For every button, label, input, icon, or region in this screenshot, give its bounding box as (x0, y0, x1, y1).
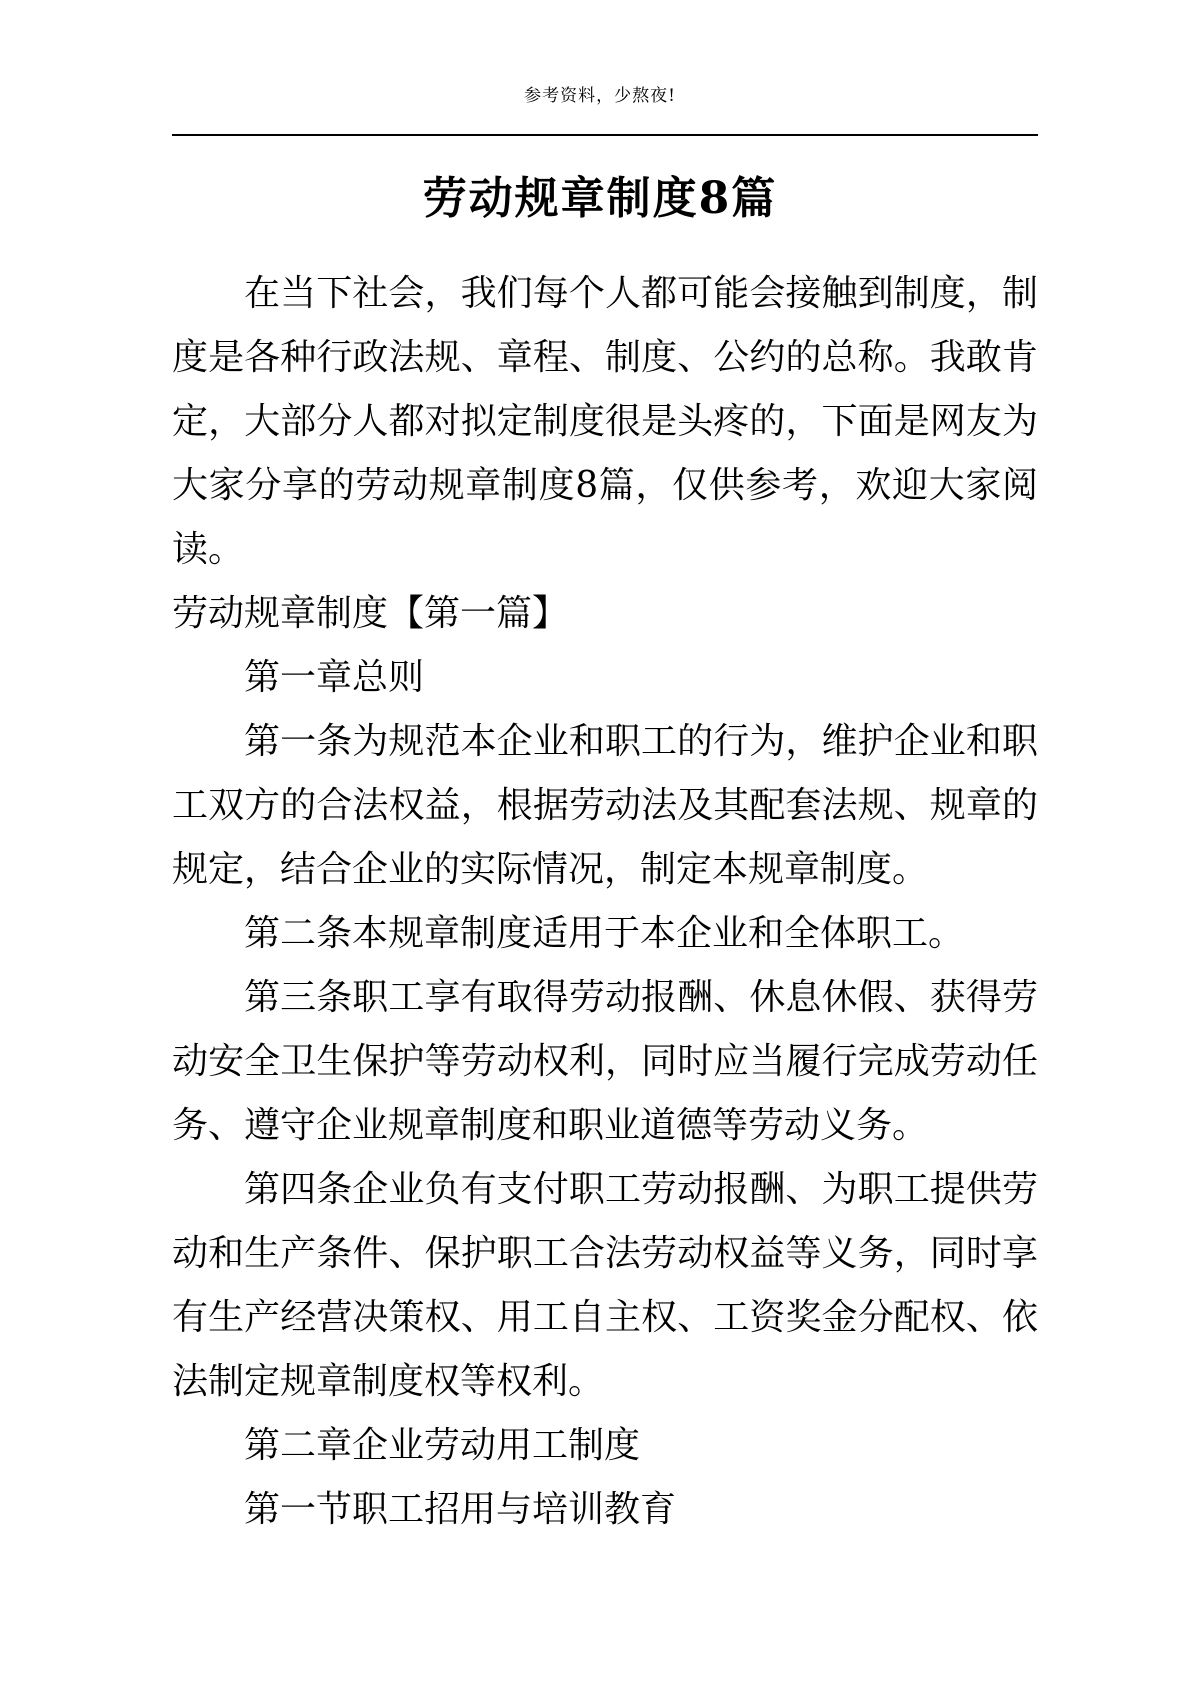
page-header-note: 参考资料，少熬夜! (524, 86, 676, 106)
section-heading: 劳动规章制度【第一篇】 (172, 593, 569, 634)
chapter-heading: 第一章总则 (244, 657, 425, 698)
intro-paragraph: 在当下社会，我们每个人都可能会接触到制度，制度是各种行政法规、章程、制度、公约的总称。我敢肯定，大部分人都对拟定制度很是头疼的，下面是网友为大家分享的劳动规章制度8篇，仅供参考，欢迎大家阅读。 (172, 273, 1038, 570)
article-paragraph: 第三条职工享有取得劳动报酬、休息休假、获得劳动安全卫生保护等劳动权利，同时应当履行完成劳动任务、遵守企业规章制度和职业道德等劳动义务。 (172, 977, 1038, 1146)
article-paragraph: 第四条企业负有支付职工劳动报酬、为职工提供劳动和生产条件、保护职工合法劳动权益等义务，同时享有生产经营决策权、用工自主权、工资奖金分配权、依法制定规章制度权等权利。 (172, 1169, 1038, 1402)
article-paragraph: 第二条本规章制度适用于本企业和全体职工。 (244, 913, 965, 954)
header-divider (172, 134, 1038, 136)
document-title: 劳动规章制度8篇 (422, 173, 778, 225)
chapter-heading: 第二章企业劳动用工制度 (244, 1425, 641, 1466)
document-body (172, 262, 1038, 1542)
section-subheading: 第一节职工招用与培训教育 (244, 1489, 677, 1530)
article-paragraph: 第一条为规范本企业和职工的行为，维护企业和职工双方的合法权益，根据劳动法及其配套法规、规章的规定，结合企业的实际情况，制定本规章制度。 (172, 721, 1038, 890)
